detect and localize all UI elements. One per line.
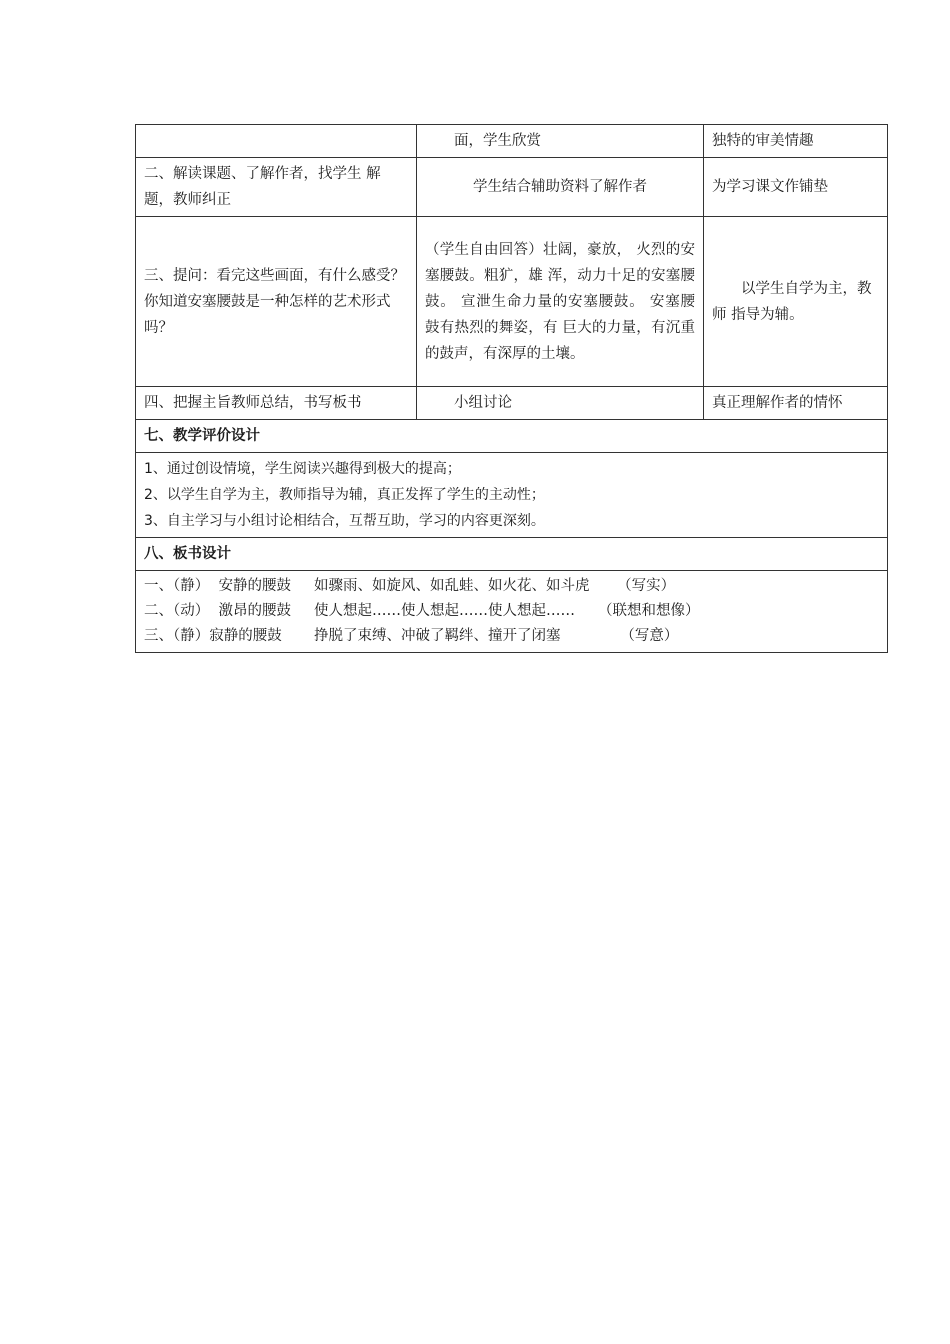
activity-cell: 小组讨论 (417, 387, 704, 420)
table-row (136, 125, 888, 158)
list-item: 1、通过创设情境，学生阅读兴趣得到极大的提高； (144, 461, 461, 477)
step-cell: 二、解读课题、了解作者，找学生 解题，教师纠正 (136, 158, 417, 217)
purpose-cell: 独特的审美情趣 (704, 125, 888, 158)
purpose-cell: 为学习课文作铺垫 (704, 158, 888, 217)
list-item: 2、以学生自学为主，教师指导为辅，真正发挥了学生的主动性； (144, 487, 545, 503)
table-row (136, 217, 888, 387)
evaluation-heading: 七、教学评价设计 (136, 420, 888, 453)
evaluation-cell (136, 453, 888, 538)
step-cell: 三、提问：看完这些画面，有什么感受？你知道安塞腰鼓是一种怎样的艺术形式吗？ (136, 217, 417, 387)
activity-cell: 面，学生欣赏 (417, 125, 704, 158)
purpose-cell: 以学生自学为主，教师 指导为辅。 (704, 217, 888, 387)
board-line: 一、（静） 安静的腰鼓 如骤雨、如旋风、如乱蛙、如火花、如斗虎 （写实） (144, 578, 676, 594)
board-line: 三、（静）寂静的腰鼓 挣脱了束缚、冲破了羁绊、撞开了闭塞 （写意） (144, 628, 679, 644)
table-row (136, 158, 888, 217)
section-heading-row (136, 538, 888, 571)
lesson-plan-document (135, 124, 887, 653)
step-cell: 四、把握主旨教师总结，书写板书 (136, 387, 417, 420)
activity-cell: （学生自由回答）壮阔，豪放， 火烈的安塞腰鼓。粗犷，雄 浑，动力十足的安塞腰鼓。 宣泄生命力量的安塞腰鼓。 安塞腰鼓有热烈的舞姿，有 巨大的力量，有沉重的鼓声，有深厚的土壤。 (417, 217, 704, 387)
purpose-cell: 真正理解作者的情怀 (704, 387, 888, 420)
board-row (136, 571, 888, 653)
section-heading-row (136, 420, 888, 453)
table-row (136, 387, 888, 420)
step-cell (136, 125, 417, 158)
list-item: 3、自主学习与小组讨论相结合，互帮互助，学习的内容更深刻。 (144, 513, 545, 529)
activity-cell: 学生结合辅助资料了解作者 (417, 158, 704, 217)
board-heading: 八、板书设计 (136, 538, 888, 571)
board-line: 二、（动） 激昂的腰鼓 使人想起……使人想起……使人想起…… （联想和想像） (144, 603, 700, 619)
board-cell (136, 571, 888, 653)
evaluation-row (136, 453, 888, 538)
teaching-process-table (135, 124, 888, 653)
